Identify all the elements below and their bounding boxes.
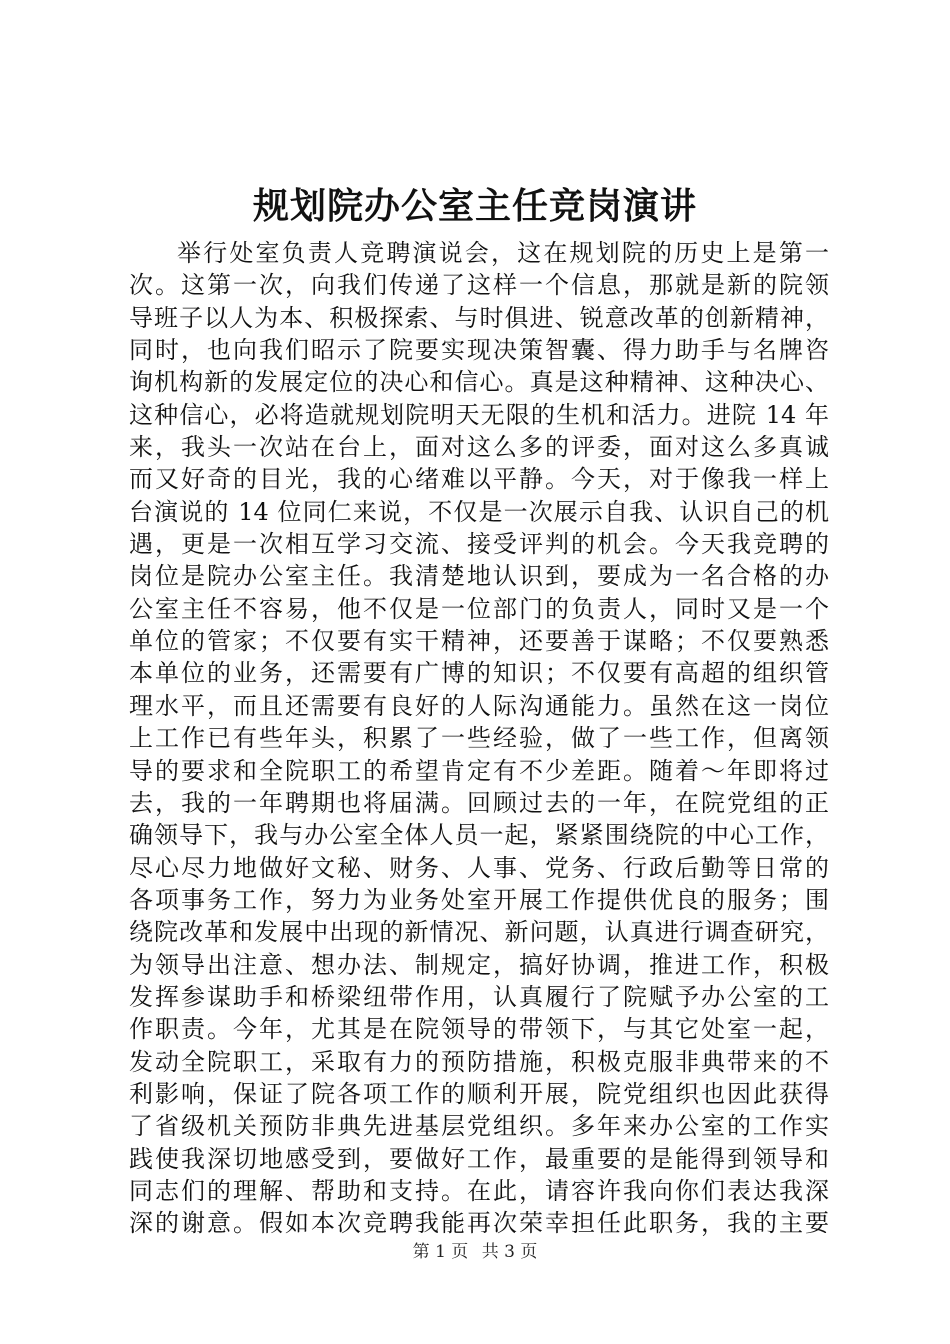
text-line: 发动全院职工，采取有力的预防措施，积极克服非典带来的不 [129, 1047, 829, 1076]
text-line: 尽心尽力地做好文秘、财务、人事、党务、行政后勤等日常的 [129, 853, 829, 882]
text-line: 各项事务工作，努力为业务处室开展工作提供优良的服务；围 [129, 885, 829, 914]
text-line: 去，我的一年聘期也将届满。回顾过去的一年，在院党组的正 [129, 788, 829, 817]
page-footer [0, 1241, 950, 1263]
text-line: 确领导下，我与办公室全体人员一起，紧紧围绕院的中心工作， [129, 821, 829, 850]
text-line: 利影响，保证了院各项工作的顺利开展，院党组织也因此获得 [129, 1079, 829, 1108]
text-line: 公室主任不容易，他不仅是一位部门的负责人，同时又是一个 [129, 594, 829, 623]
text-line: 岗位是院办公室主任。我清楚地认识到，要成为一名合格的办 [129, 562, 829, 591]
text-line: 本单位的业务，还需要有广博的知识；不仅要有高超的组织管 [129, 659, 829, 688]
text-line: 深的谢意。假如本次竞聘我能再次荣幸担任此职务，我的主要 [129, 1209, 829, 1238]
text-line: 发挥参谋助手和桥梁纽带作用，认真履行了院赋予办公室的工 [129, 982, 829, 1011]
text-line: 次。这第一次，向我们传递了这样一个信息，那就是新的院领 [129, 271, 829, 300]
text-line: 单位的管家；不仅要有实干精神，还要善于谋略；不仅要熟悉 [129, 627, 829, 656]
text-line: 为领导出注意、想办法、制规定，搞好协调，推进工作，积极 [129, 950, 829, 979]
text-line: 导的要求和全院职工的希望肯定有不少差距。随着～年即将过 [129, 756, 829, 785]
text-line: 绕院改革和发展中出现的新情况、新问题，认真进行调查研究， [129, 918, 829, 947]
document-title: 规划院办公室主任竞岗演讲 [252, 186, 697, 227]
text-line: 台演说的 14 位同仁来说，不仅是一次展示自我、认识自己的机 [129, 497, 829, 526]
text-line: 践使我深切地感受到，要做好工作，最重要的是能得到领导和 [129, 1144, 829, 1173]
text-line: 询机构新的发展定位的决心和信心。真是这种精神、这种决心、 [129, 368, 829, 397]
text-line: 了省级机关预防非典先进基层党组织。多年来办公室的工作实 [129, 1112, 829, 1141]
text-line: 理水平，而且还需要有良好的人际沟通能力。虽然在这一岗位 [129, 691, 829, 720]
text-line: 来，我头一次站在台上，面对这么多的评委，面对这么多真诚 [129, 433, 829, 462]
text-line: 同志们的理解、帮助和支持。在此，请容许我向你们表达我深 [129, 1176, 829, 1205]
page-total: 共 3 页 [481, 1242, 538, 1262]
text-line: 而又好奇的目光，我的心绪难以平静。今天，对于像我一样上 [129, 465, 829, 494]
text-line: 同时，也向我们昭示了院要实现决策智囊、得力助手与名牌咨 [129, 336, 829, 365]
text-line: 作职责。今年，尤其是在院领导的带领下，与其它处室一起， [129, 1015, 829, 1044]
text-line: 上工作已有些年头，积累了一些经验，做了一些工作，但离领 [129, 724, 829, 753]
text-line: 导班子以人为本、积极探索、与时俱进、锐意改革的创新精神， [129, 303, 829, 332]
text-line: 遇，更是一次相互学习交流、接受评判的机会。今天我竞聘的 [129, 530, 829, 559]
speech-paragraph [129, 237, 829, 1240]
text-line: 这种信心，必将造就规划院明天无限的生机和活力。进院 14 年 [129, 400, 829, 429]
page-number: 第 1 页 [412, 1242, 469, 1262]
text-line: 举行处室负责人竞聘演说会，这在规划院的历史上是第一 [177, 239, 829, 267]
